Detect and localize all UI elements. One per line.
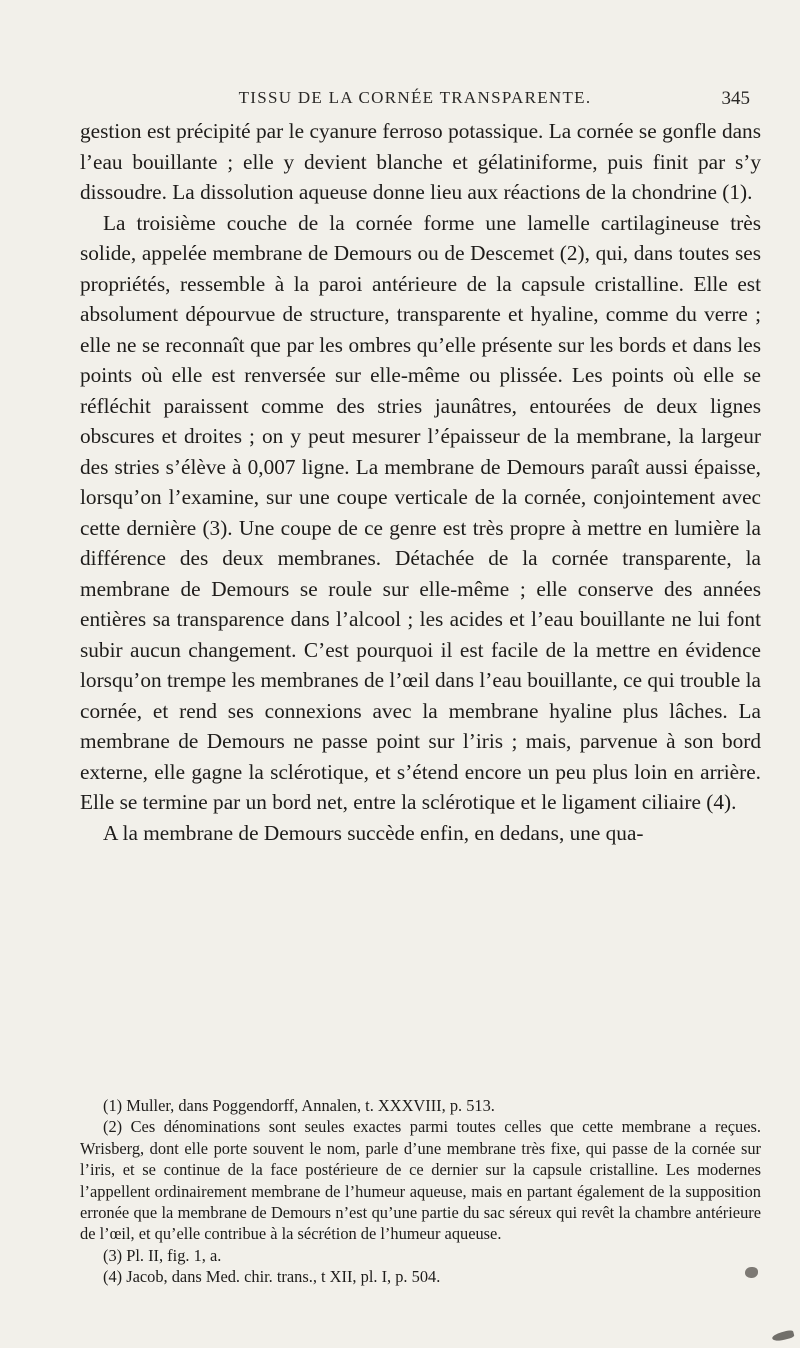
page-number: 345 — [721, 88, 750, 109]
footnote-2: (2) Ces dénominations sont seules exactes parmi toutes celles que cette membrane a reçues. Wrisberg, dont elle porte souvent le nom, parle d’une membrane très fixe, qui passe de la cornée sur l’iris, et se continue de la face postérieure de ce dernier sur la capsule cristalline. Les modernes l’appellent ordinairement membrane de l’humeur aqueuse, mais en partant également de la supposition erronée que la membrane de Demours n’est qu’une partie du sac séreux qui revêt la chambre antérieure de l’œil, et qu’elle contribue à la sécrétion de l’humeur aqueuse. — [80, 1117, 761, 1244]
paragraph-membrane-demours: La troisième couche de la cornée forme une lamelle cartilagineuse très solide, appelée membrane de Demours ou de Descemet (2), qui, dans toutes ses propriétés, ressemble à la paroi antérieure de la capsule cristalline. Elle est absolument dépourvue de structure, transparente et hyaline, comme du verre ; elle ne se reconnaît que par les ombres qu’elle présente sur les bords et dans les points où elle est renversée sur elle-même ou plissée. Les points où elle se réfléchit paraissent comme des stries jaunâtres, entourées de deux lignes obscures et droites ; on y peut mesurer l’épaisseur de la membrane, la largeur des stries s’élève à 0,007 ligne. La membrane de Demours paraît aussi épaisse, lorsqu’on l’examine, sur une coupe verticale de la cornée, conjointement avec cette dernière (3). Une coupe de ce genre est très propre à mettre en lumière la différence des deux membranes. Détachée de la cornée transparente, la membrane de Demours se roule sur elle-même ; elle conserve des années entières sa transparence dans l’alcool ; les acides et l’eau bouillante ne lui font subir aucun changement. C’est pourquoi il est facile de la mettre en évidence lorsqu’on trempe les membranes de l’œil dans l’eau bouillante, ce qui trouble la cornée, et rend ses connexions avec la membrane hyaline plus lâches. La membrane de Demours ne passe point sur l’iris ; mais, parvenue à son bord externe, elle gagne la sclérotique, et s’étend encore un peu plus loin en arrière. Elle se termine par un bord net, entre la sclérotique et le ligament ciliaire (4). — [80, 210, 761, 814]
footnote-3: (3) Pl. II, fig. 1, a. — [103, 1245, 222, 1265]
running-head — [80, 88, 750, 112]
footnote-4: (4) Jacob, dans Med. chir. trans., t XII, pl. I, p. 504. — [103, 1267, 441, 1287]
paragraph-last: A la membrane de Demours succède enfin, en dedans, une qua- — [103, 820, 644, 845]
footnote-1: (1) Muller, dans Poggendorff, Annalen, t. XXXVIII, p. 513. — [103, 1096, 495, 1115]
running-title: TISSU DE LA CORNÉE TRANSPARENTE. — [238, 88, 592, 107]
corner-smudge-mark — [771, 1329, 794, 1342]
paragraph-continuation: gestion est précipité par le cyanure ferroso potassique. La cornée se gonfle dans l’eau bouillante ; elle y devient blanche et gélatiniforme, puis finit par s’y dissoudre. La dissolution aqueuse donne lieu aux réactions de la chondrine (1). — [80, 119, 761, 204]
footnotes — [80, 1095, 761, 1288]
ink-blot-mark — [745, 1267, 758, 1278]
main-text — [80, 116, 761, 848]
